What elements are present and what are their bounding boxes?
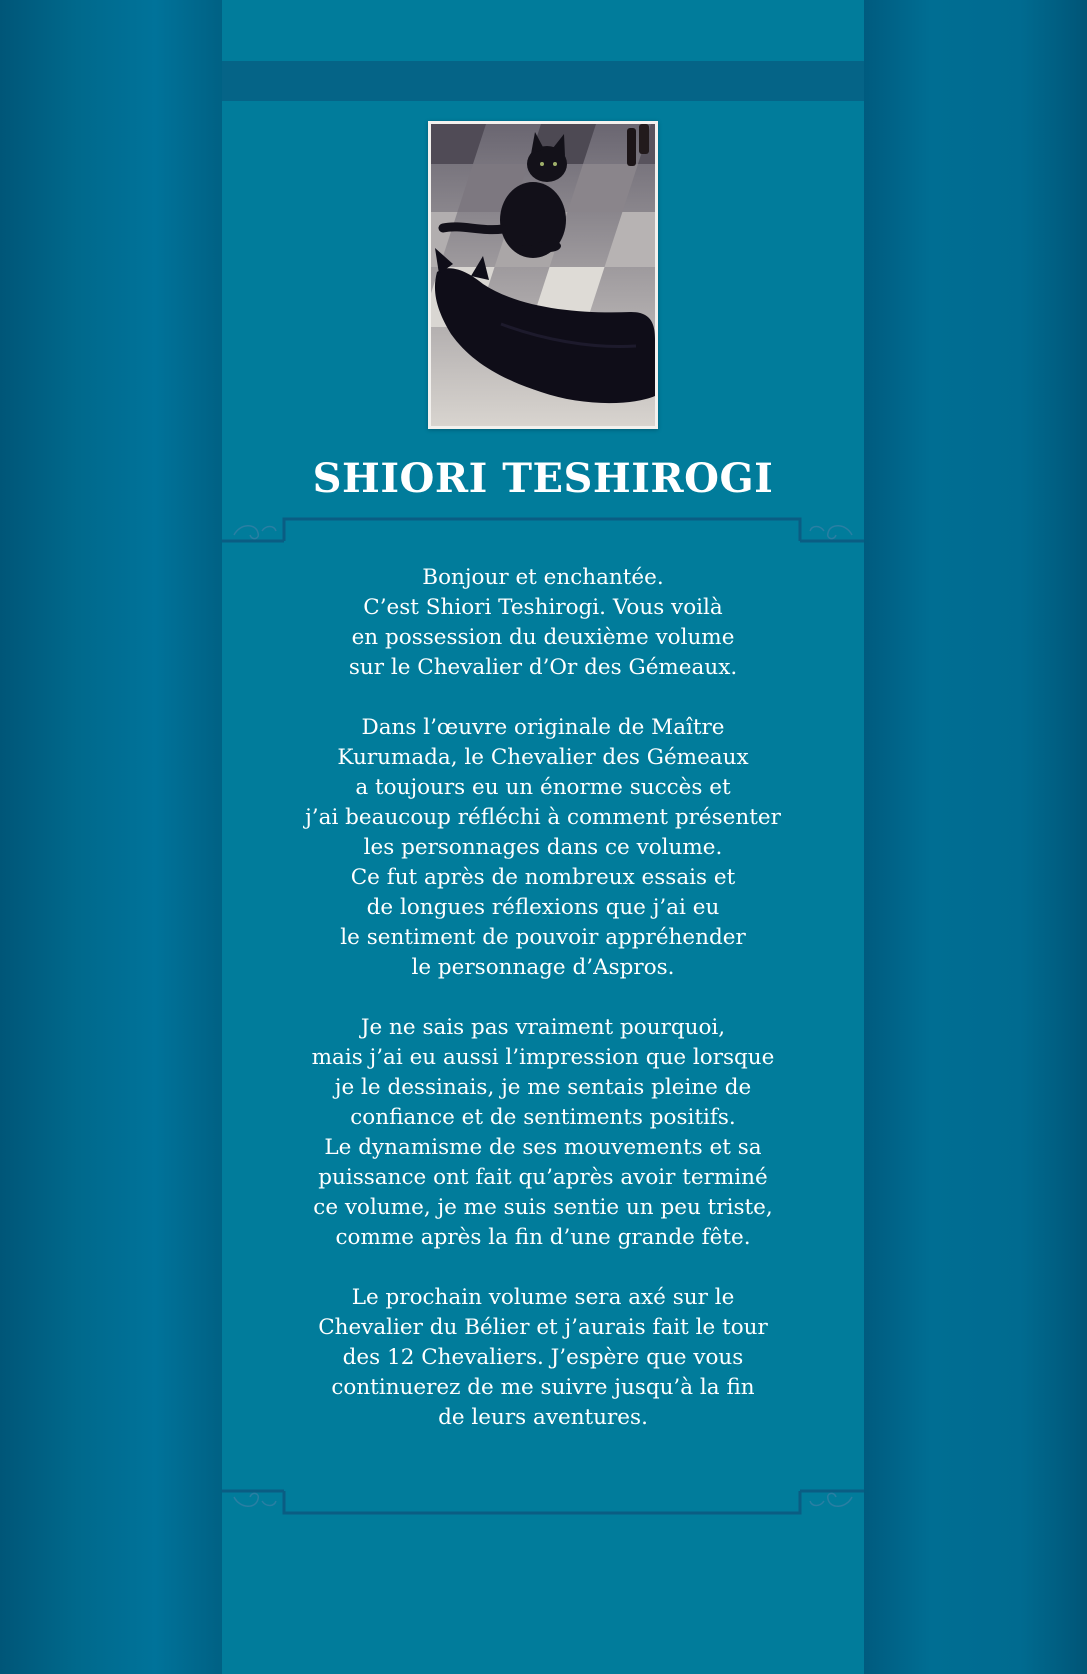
ornamental-frame-bottom — [222, 1485, 864, 1519]
header-band — [222, 61, 864, 101]
message-paragraph: Bonjour et enchantée. C’est Shiori Teshirogi. Vous voilà en possession du deuxième volume sur le Chevalier d’Or des Gémeaux. — [348, 565, 738, 680]
author-name-heading: SHIORI TESHIROGI — [312, 455, 774, 502]
right-margin — [864, 0, 1087, 1674]
ornamental-frame-top — [222, 513, 864, 547]
author-page-panel — [222, 0, 864, 1674]
author-photo — [428, 121, 658, 429]
message-paragraph: Le prochain volume sera axé sur le Chevalier du Bélier et j’aurais fait le tour des 12 Chevaliers. J’espère que vous continuerez de me suivre jusqu’à la fin de leurs aventures. — [318, 1285, 768, 1430]
author-message — [222, 563, 864, 1463]
message-paragraph: Je ne sais pas vraiment pourquoi, mais j’ai eu aussi l’impression que lorsque je le dessinais, je me sentais pleine de confiance et de sentiments positifs. Le dynamisme de ses mouvements et sa puissance ont fait qu’après avoir terminé ce volume, je me suis sentie un peu triste, comme après la fin d’une grande fête. — [311, 1015, 775, 1250]
message-paragraph: Dans l’œuvre originale de Maître Kurumada, le Chevalier des Gémeaux a toujours eu un énorme succès et j’ai beaucoup réfléchi à comment présenter les personnages dans ce volume. Ce fut après de nombreux essais et de longues réflexions que j’ai eu le sentiment de pouvoir appréhender le personnage d’Aspros. — [305, 715, 781, 980]
left-margin — [0, 0, 222, 1674]
cats-photo-image — [431, 124, 655, 426]
